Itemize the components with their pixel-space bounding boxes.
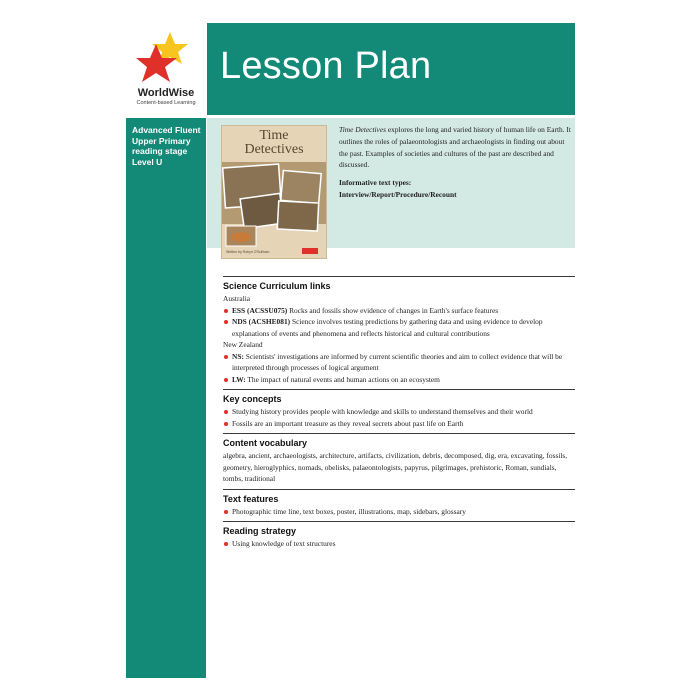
key-concepts-section (223, 389, 575, 429)
region-label: New Zealand (223, 340, 263, 349)
list-item: Photographic time line, text boxes, poster, illustrations, map, sidebars, glossary (223, 506, 575, 518)
section-heading: Science Curriculum links (223, 281, 331, 291)
vocabulary-section (223, 433, 575, 485)
section-heading: Reading strategy (223, 526, 297, 536)
region-label: Australia (223, 294, 251, 303)
book-cover (222, 126, 326, 258)
text-features-section (223, 489, 575, 518)
list-item: NS: Scientists' investigations are informed by current scientific theories and aim to collect evidence that will be interpreted through processes of logical argument (223, 351, 575, 374)
worldwise-logo (126, 24, 206, 116)
level-info (126, 118, 206, 167)
cover-byline: Written by Robyn O'Sullivan (226, 250, 270, 254)
nz-links (223, 351, 575, 386)
vocabulary-list: algebra, ancient, archaeologists, architecture, artifacts, civilization, debris, decomposed, dig, era, excavating, fossils, geometry, hieroglyphics, nomads, obelisks, palaeontologists, papyrus, pilgrimages, prehistoric, Roman, sundials, tombs, traditional (223, 451, 568, 483)
text-types-label: Informative text types: (339, 178, 412, 188)
list-item: NDS (ACSHE081) Science involves testing predictions by gathering data and using evidence to develop explanations of events and phenomena and reflects historical and cultural contributions (223, 316, 575, 339)
list-item: Studying history provides people with knowledge and skills to understand themselves and their world (223, 406, 575, 418)
list-item: Fossils are an important treasure as they reveal secrets about past life on Earth (223, 418, 575, 430)
text-features-list (223, 506, 575, 518)
australia-links (223, 305, 575, 340)
cover-title: Time Detectives (244, 128, 304, 157)
key-concepts-list (223, 406, 575, 429)
reading-strategy-list (223, 538, 575, 550)
section-heading: Key concepts (223, 394, 282, 404)
level-line: Level U (132, 156, 163, 167)
lesson-content (223, 276, 575, 554)
sidebar (126, 118, 206, 678)
cover-photo-collage (222, 126, 326, 258)
page-title: Lesson Plan (220, 45, 432, 87)
level-line: Upper Primary (132, 135, 191, 146)
section-heading: Content vocabulary (223, 438, 308, 448)
text-types-value: Interview/Report/Procedure/Recount (339, 189, 457, 199)
intro-description: Time Detectives explores the long and varied history of human life on Earth. It outlines the roles of palaeontologists and archaeologists in finding out about the past. Examples of societies and cultures of the past are described and discussed. (339, 125, 571, 170)
level-line: reading stage (132, 146, 188, 156)
list-item: Using knowledge of text structures (223, 538, 575, 550)
section-heading: Text features (223, 493, 279, 504)
list-item: LW: The impact of natural events and human actions on an ecosystem (223, 374, 575, 386)
brand-tagline: Content-based Learning (136, 100, 196, 106)
reading-strategy-section (223, 521, 575, 550)
header-banner (207, 23, 575, 115)
list-item: ESS (ACSSU075) Rocks and fossils show evidence of changes in Earth's surface features (223, 305, 575, 317)
level-line: Advanced Fluent (132, 125, 201, 135)
brand-name: WorldWise (137, 87, 195, 99)
science-section (223, 276, 575, 385)
star-logo-icon (136, 30, 196, 88)
intro-text (339, 124, 571, 201)
